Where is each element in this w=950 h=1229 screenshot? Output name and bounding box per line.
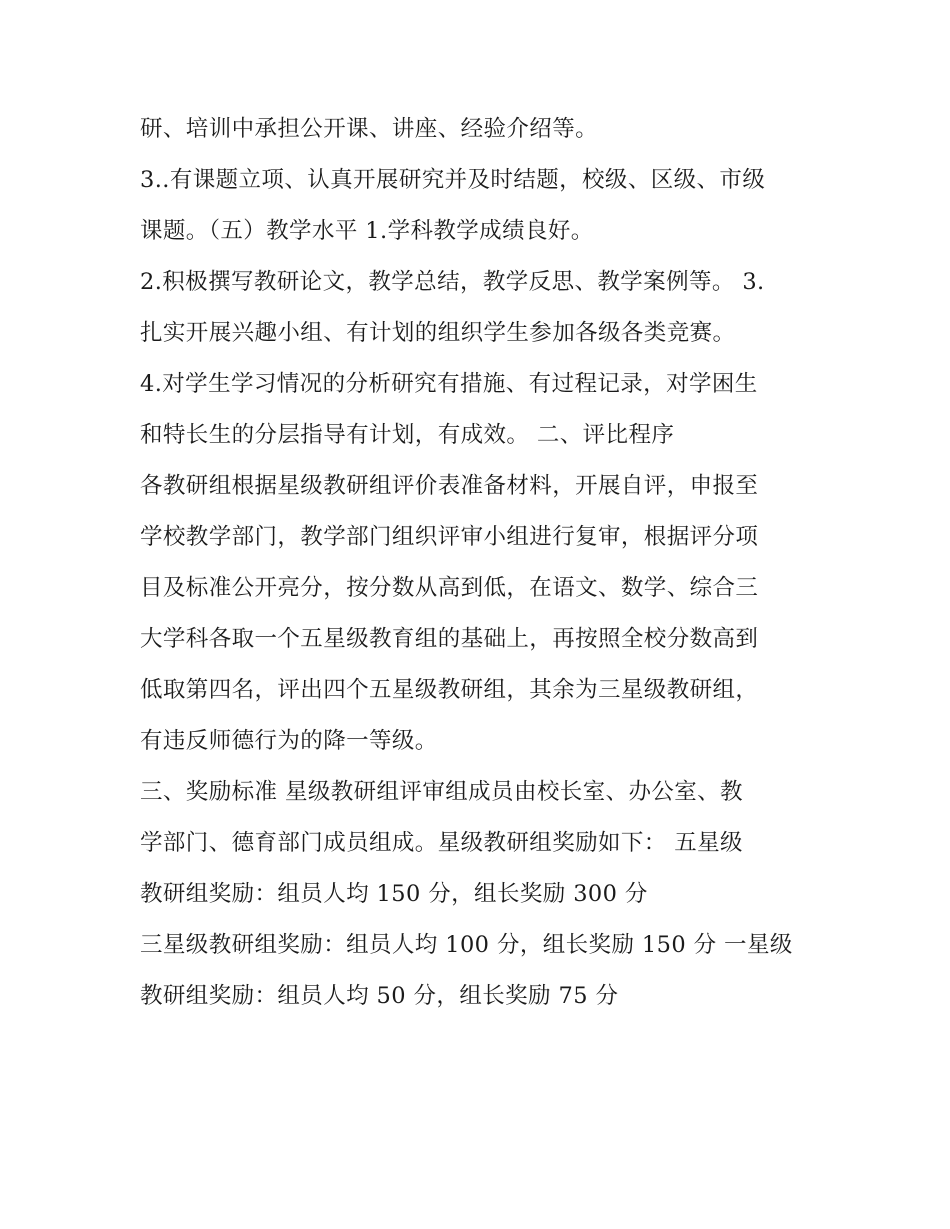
text-line-8: 各教研组根据星级教研组评价表准备材料，开展自评，申报至 <box>140 473 759 499</box>
text-line-10: 目及标准公开亮分，按分数从高到低，在语文、数学、综合三 <box>140 575 759 601</box>
text-line-7: 和特长生的分层指导有计划，有成效。 二、评比程序 <box>140 422 675 448</box>
text-line-15: 学部门、德育部门成员组成。星级教研组奖励如下： 五星级 <box>140 830 743 856</box>
text-line-5: 扎实开展兴趣小组、有计划的组织学生参加各级各类竞赛。 <box>140 320 736 346</box>
text-line-18: 教研组奖励：组员人均 50 分，组长奖励 75 分 <box>140 983 619 1009</box>
document-body <box>140 104 830 1022</box>
text-line-12: 低取第四名，评出四个五星级教研组，其余为三星级教研组， <box>140 677 759 703</box>
text-line-9: 学校教学部门，教学部门组织评审小组进行复审，根据评分项 <box>140 524 759 550</box>
text-line-2: 3..有课题立项、认真开展研究并及时结题，校级、区级、市级 <box>140 167 766 193</box>
text-line-13: 有违反师德行为的降一等级。 <box>140 728 438 754</box>
text-line-16: 教研组奖励：组员人均 150 分，组长奖励 300 分 <box>140 881 648 907</box>
text-line-11: 大学科各取一个五星级教育组的基础上，再按照全校分数高到 <box>140 626 759 652</box>
text-line-14: 三、奖励标准 星级教研组评审组成员由校长室、办公室、教 <box>140 779 743 805</box>
text-line-17: 三星级教研组奖励：组员人均 100 分，组长奖励 150 分 一星级 <box>140 932 793 958</box>
text-line-3: 课题。（五）教学水平 1.学科教学成绩良好。 <box>140 218 594 244</box>
text-line-6: 4.对学生学习情况的分析研究有措施、有过程记录，对学困生 <box>140 371 758 397</box>
text-line-4: 2.积极撰写教研论文，教学总结，教学反思、教学案例等。 3. <box>140 269 765 295</box>
text-line-1: 研、培训中承担公开课、讲座、经验介绍等。 <box>140 116 599 142</box>
